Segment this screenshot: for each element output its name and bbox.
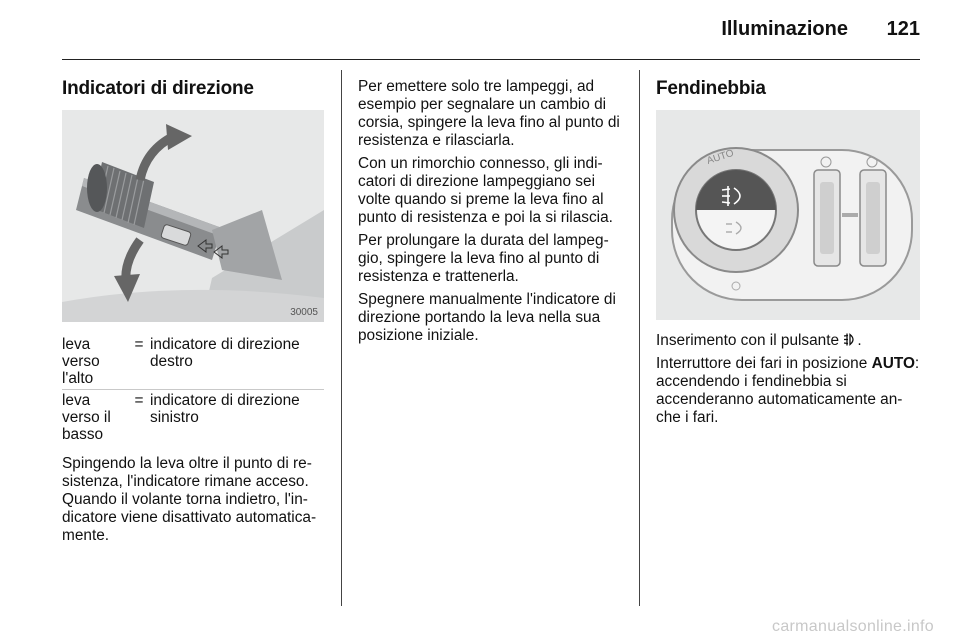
turn-signal-lever-figure xyxy=(62,110,324,322)
turn-signal-legend xyxy=(62,336,324,443)
watermark: carmanualsonline.info xyxy=(772,618,934,635)
legend-row xyxy=(62,336,324,390)
page-number: 121 xyxy=(886,18,920,40)
fog-light-switch-figure xyxy=(656,110,920,320)
left-paragraph: Spingendo la leva oltre il punto di resistenza, l'indicatore rimane acceso. Quando il volante torna indietro, l'indicatore viene disattivato automaticamente. xyxy=(62,455,317,544)
auto-keyword: AUTO xyxy=(871,355,915,372)
auto-label: AUTO xyxy=(705,147,736,167)
fog-light-instruction-text: Inserimento con il pulsante xyxy=(656,332,844,349)
column-divider-2 xyxy=(639,70,640,606)
middle-paragraph: Per prolungare la durata del lampeggio, spingere la leva fino al punto di resistenza e trattenerla. xyxy=(358,232,609,285)
section-heading-fog-lights: Fendinebbia xyxy=(656,78,766,99)
middle-paragraph: Con un rimorchio connesso, gli indicatori di direzione lampeggiano sei volte quando si preme la leva fino al punto di resistenza e poi la si rilascia. xyxy=(358,155,613,226)
auto-mode-text-post: : accendendo i fendinebbia si accenderanno automaticamente anche i fari. xyxy=(656,355,920,426)
middle-paragraph: Spegnere manualmente l'indicatore di direzione portando la leva nella sua posizione iniziale. xyxy=(358,291,616,344)
fog-light-instruction xyxy=(656,332,920,350)
middle-paragraph: Per emettere solo tre lampeggi, ad esempio per segnalare un cambio di corsia, spingere la leva fino al punto di resistenza e rilasciarla. xyxy=(358,78,620,149)
legend-term: leva verso il basso xyxy=(62,390,128,444)
legend-equals: = xyxy=(134,336,144,353)
fog-light-instruction-suffix: . xyxy=(857,332,862,349)
middle-column xyxy=(358,78,624,345)
legend-term: leva verso l'alto xyxy=(62,336,100,387)
auto-mode-text-pre: Interruttore dei fari in posizione xyxy=(656,355,872,372)
running-title: Illuminazione xyxy=(721,18,848,40)
column-divider-1 xyxy=(341,70,342,606)
auto-mode-paragraph xyxy=(656,355,920,427)
turn-signal-lever-illustration xyxy=(62,110,324,322)
legend-row xyxy=(62,390,324,444)
light-switch-panel-illustration xyxy=(656,110,920,320)
legend-equals: = xyxy=(128,390,150,444)
legend-definition: indicatore di direzione sinistro xyxy=(150,390,324,444)
legend-definition: indicatore di direzione destro xyxy=(150,336,300,370)
section-heading-turn-signals: Indicatori di direzione xyxy=(62,78,254,99)
right-column-text xyxy=(656,332,920,427)
figure-code: 30005 xyxy=(290,307,318,318)
fog-light-icon xyxy=(843,333,857,346)
header-rule xyxy=(62,59,920,60)
